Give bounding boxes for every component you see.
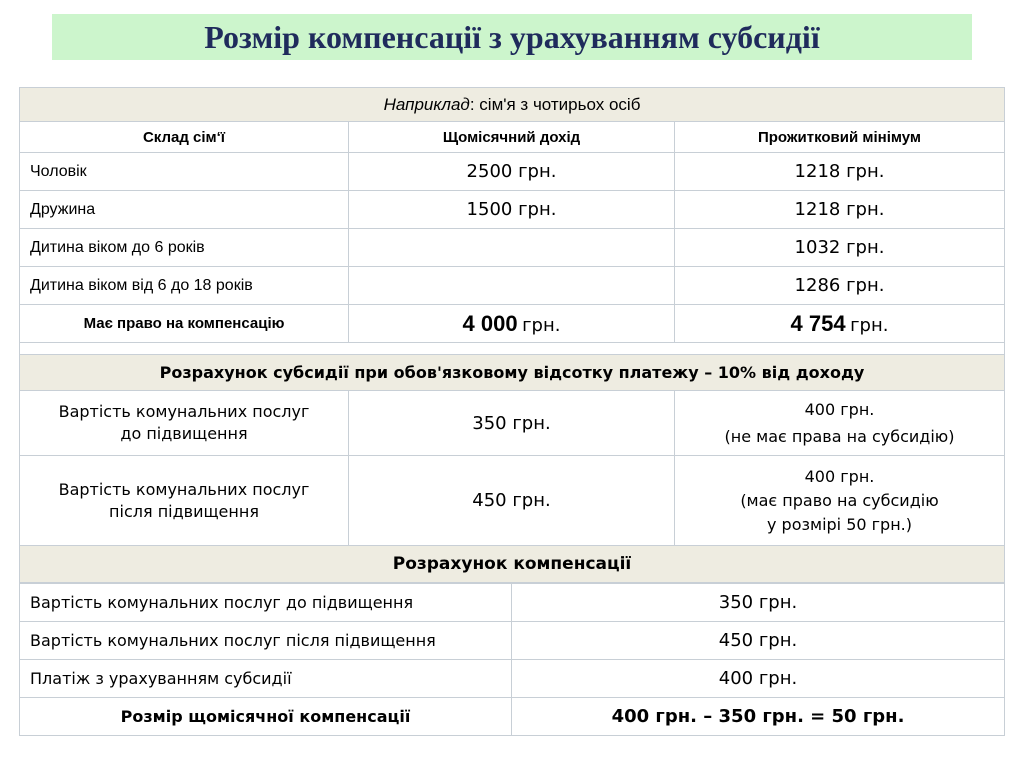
family-subsidy-table (19, 87, 1005, 583)
subsidy-row (20, 391, 1005, 456)
table-row (20, 267, 1005, 305)
table-row (20, 153, 1005, 191)
compensation-row (20, 622, 1005, 660)
compensation-total-label: Розмір щомісячної компенсації (20, 698, 512, 736)
total-income (349, 305, 675, 343)
title-banner (52, 14, 972, 60)
compensation-total-row (20, 698, 1005, 736)
compensation-table (19, 583, 1005, 736)
compensation-label: Вартість комунальних послуг після підвищення (20, 622, 512, 660)
income-cell: 1500 грн. (349, 191, 675, 229)
spacer-cell (20, 343, 1005, 355)
total-row (20, 305, 1005, 343)
subsidy-header: Розрахунок субсидії при обов'язковому відсотку платежу – 10% від доходу (20, 355, 1005, 391)
total-minimum (675, 305, 1005, 343)
header-minimum: Прожитковий мінімум (675, 122, 1005, 153)
example-text: : сім'я з чотирьох осіб (469, 94, 641, 114)
compensation-total-value: 400 грн. – 350 грн. = 50 грн. (512, 698, 1005, 736)
subsidy-result-cell (675, 391, 1005, 456)
total-income-value: 4 000 (462, 310, 518, 336)
member-cell: Дружина (20, 191, 349, 229)
total-income-unit: грн. (522, 314, 561, 336)
subsidy-label-line1: Вартість комунальних послуг (58, 402, 310, 421)
compensation-value: 350 грн. (512, 584, 1005, 622)
table-row (20, 229, 1005, 267)
compensation-header: Розрахунок компенсації (20, 546, 1005, 583)
subsidy-label-cell (20, 391, 349, 456)
total-label: Має право на компенсацію (20, 305, 349, 343)
subsidy-result-line2: (не має права на субсидію) (724, 427, 955, 446)
member-cell: Чоловік (20, 153, 349, 191)
minimum-cell: 1218 грн. (675, 191, 1005, 229)
total-minimum-value: 4 754 (790, 310, 846, 336)
subsidy-label-cell (20, 456, 349, 546)
table-row (20, 191, 1005, 229)
compensation-value: 400 грн. (512, 660, 1005, 698)
minimum-cell: 1218 грн. (675, 153, 1005, 191)
example-cell (20, 88, 1005, 122)
income-cell (349, 267, 675, 305)
compensation-label: Платіж з урахуванням субсидії (20, 660, 512, 698)
minimum-cell: 1032 грн. (675, 229, 1005, 267)
subsidy-result-line3: у розмірі 50 грн.) (766, 514, 912, 534)
header-income: Щомісячний дохід (349, 122, 675, 153)
subsidy-result-line2: (має право на субсидію (740, 490, 939, 510)
member-cell: Дитина віком від 6 до 18 років (20, 267, 349, 305)
subsidy-label-line2: після підвищення (109, 501, 259, 521)
compensation-row (20, 584, 1005, 622)
example-prefix: Наприклад (383, 94, 470, 114)
compensation-header-row (20, 546, 1005, 583)
spacer-row (20, 343, 1005, 355)
subsidy-label-line1: Вартість комунальних послуг (58, 479, 310, 499)
subsidy-header-row (20, 355, 1005, 391)
example-row (20, 88, 1005, 122)
member-cell: Дитина віком до 6 років (20, 229, 349, 267)
header-family: Склад сім‘ї (20, 122, 349, 153)
page-title: Розмір компенсації з урахуванням субсидії (204, 18, 820, 55)
total-minimum-unit: грн. (850, 314, 889, 336)
subsidy-result-line1: 400 грн. (804, 400, 875, 419)
compensation-value: 450 грн. (512, 622, 1005, 660)
minimum-cell: 1286 грн. (675, 267, 1005, 305)
subsidy-result-line1: 400 грн. (804, 466, 875, 486)
income-cell (349, 229, 675, 267)
compensation-row (20, 660, 1005, 698)
subsidy-cost-cell: 450 грн. (349, 456, 675, 546)
subsidy-cost-cell: 350 грн. (349, 391, 675, 456)
family-header-row (20, 122, 1005, 153)
subsidy-result-cell (675, 456, 1005, 546)
compensation-label: Вартість комунальних послуг до підвищення (20, 584, 512, 622)
income-cell: 2500 грн. (349, 153, 675, 191)
subsidy-row (20, 456, 1005, 546)
subsidy-label-line2: до підвищення (120, 424, 248, 443)
